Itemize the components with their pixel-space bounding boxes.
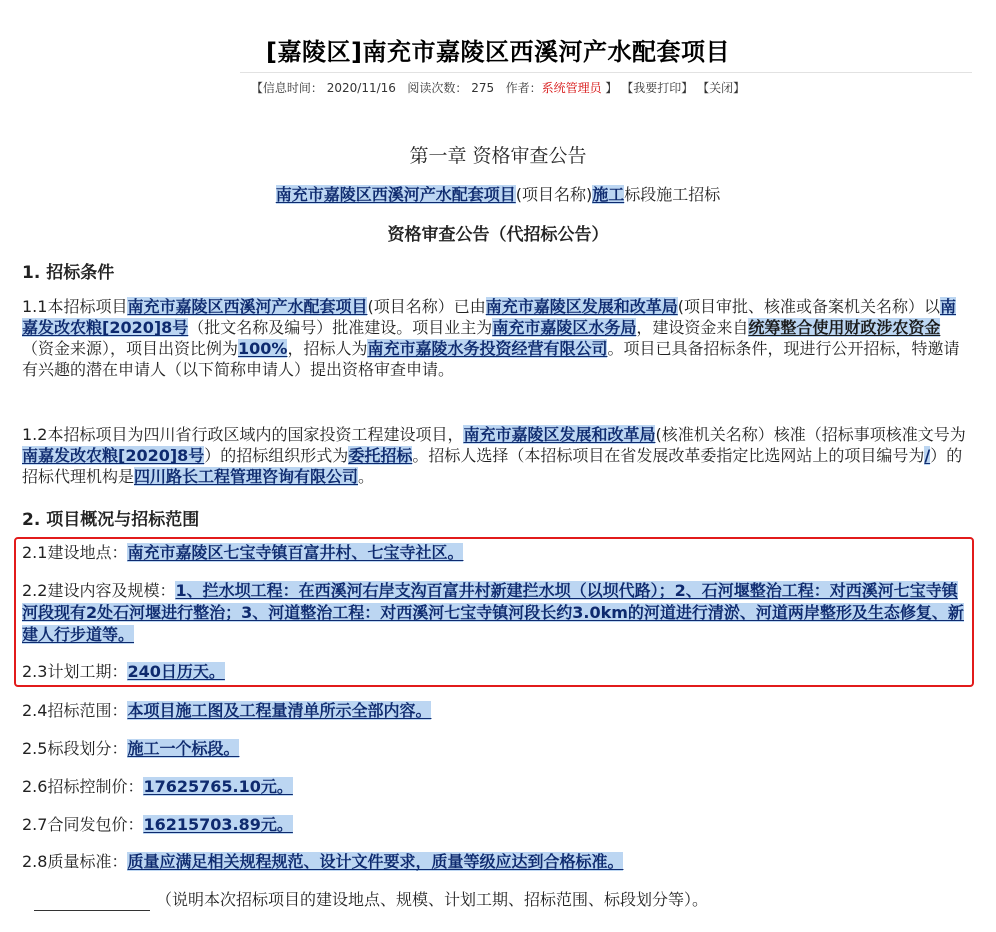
item-2-8 (22, 851, 968, 873)
project-name: 南充市嘉陵区西溪河产水配套项目 (127, 297, 368, 316)
item-label: 2.6招标控制价： (22, 777, 144, 796)
author-name: 系统管理员 (541, 81, 602, 95)
approval-doc-no: 南嘉发改农粮[2020]8号 (22, 446, 205, 465)
section-1-heading: 1. 招标条件 (22, 263, 115, 283)
item-value: 本项目施工图及工程量清单所示全部内容。 (127, 701, 432, 720)
subtitle-project-note: (项目名称) (515, 185, 593, 204)
footer-note (34, 889, 980, 911)
subtitle-project: 南充市嘉陵区西溪河产水配套项目 (275, 185, 516, 204)
item-label: 2.3计划工期： (22, 662, 128, 681)
section-1-1-paragraph (22, 296, 968, 380)
item-label: 2.4招标范围： (22, 701, 128, 720)
subtitle-suffix: 标段施工招标 (624, 185, 721, 204)
item-value: 质量应满足相关规程规范、设计文件要求，质量等级应达到合格标准。 (127, 852, 624, 871)
agent-name: 四川路长工程管理咨询有限公司 (134, 467, 359, 486)
meta-open-bracket: 【 (250, 81, 263, 95)
text: 。 (358, 467, 375, 486)
owner-name: 南充市嘉陵区水务局 (492, 318, 637, 337)
approver-name: 南充市嘉陵区发展和改革局 (463, 425, 656, 444)
project-code: / (924, 446, 931, 465)
text: (项目审批、核准或备案机关名称）以 (677, 297, 940, 316)
tenderer-name: 南充市嘉陵水务投资经营有限公司 (367, 339, 608, 358)
tender-form: 委托招标 (348, 446, 413, 465)
fund-source: 统筹整合使用财政涉农资金 (748, 318, 941, 337)
footer-note-text: （说明本次招标项目的建设地点、规模、计划工期、招标范围、标段划分等）。 (156, 890, 709, 909)
text: ）的招标组织形式为 (204, 446, 349, 465)
text: ，招标人为 (287, 339, 368, 358)
tender-subtitle (0, 182, 996, 205)
text: （资金来源），项目出资比例为 (22, 339, 239, 358)
item-2-6 (22, 776, 968, 798)
read-count: 275 (471, 81, 495, 95)
approver-name: 南充市嘉陵区发展和改革局 (485, 297, 678, 316)
section-1-2-paragraph (22, 424, 968, 487)
item-value: 240日历天。 (127, 662, 225, 681)
fund-ratio: 100% (238, 339, 288, 358)
item-value: 17625765.10元。 (143, 777, 293, 796)
text: 。招标人选择（本招标项目在省发展改革委指定比选网站上的项目编号为 (412, 446, 925, 465)
item-2-5 (22, 738, 968, 760)
item-label: 2.2建设内容及规模： (22, 581, 176, 600)
text: 1.1本招标项目 (22, 297, 128, 316)
page-title: [嘉陵区]南充市嘉陵区西溪河产水配套项目 (266, 38, 730, 66)
item-value: 施工一个标段。 (127, 739, 240, 758)
blank-underline (34, 894, 150, 911)
text: (核准机关名称）核准（招标事项核准文号为 (655, 425, 966, 444)
item-2-7 (22, 814, 968, 836)
text: ，建设资金来自 (636, 318, 749, 337)
item-label: 2.8质量标准： (22, 852, 128, 871)
meta-close-bracket: 】 (605, 81, 618, 95)
text: 。项目已具备招标条件，现进行公开招标，特邀请有兴趣的潜在申请人（以下简称申请人）提出资格审查申请。 (22, 339, 960, 379)
item-2-4 (22, 700, 968, 722)
info-time-label: 信息时间： (262, 81, 323, 95)
close-link[interactable]: 【关闭】 (697, 81, 746, 95)
text: ）的招标代理机构是 (22, 446, 963, 486)
info-time: 2020/11/16 (326, 81, 396, 95)
text: (项目名称）已由 (367, 297, 486, 316)
text: 1.2本招标项目为四川省行政区域内的国家投资工程建设项目， (22, 425, 464, 444)
item-label: 2.7合同发包价： (22, 815, 144, 834)
section-2-heading: 2. 项目概况与招标范围 (22, 510, 200, 530)
item-label: 2.5标段划分： (22, 739, 128, 758)
item-2-1 (22, 542, 968, 564)
title-divider (240, 72, 972, 73)
item-value: 南充市嘉陵区七宝寺镇百富井村、七宝寺社区。 (127, 543, 464, 562)
subtitle-section: 施工 (592, 185, 625, 204)
read-count-label: 阅读次数： (407, 81, 468, 95)
chapter-heading: 第一章 资格审查公告 (409, 145, 587, 167)
item-value: 16215703.89元。 (143, 815, 293, 834)
item-2-2 (22, 580, 968, 646)
text: （批文名称及编号）批准建设。项目业主为 (188, 318, 493, 337)
author-label: 作者： (505, 81, 542, 95)
item-2-3 (22, 661, 968, 683)
notice-title: 资格审查公告（代招标公告） (387, 225, 609, 245)
item-value: 1、拦水坝工程：在西溪河右岸支沟百富井村新建拦水坝（以坝代路）；2、石河堰整治工程：对西溪河七宝寺镇河段现有2处石河堰进行整治；3、河道整治工程：对西溪河七宝寺镇河段长约3.0km的河道进行清淤、河道两岸整形及生态修复、新建人行步道等。 (22, 581, 964, 644)
item-label: 2.1建设地点： (22, 543, 128, 562)
approval-doc-no: 南嘉发改农粮[2020]8号 (22, 297, 956, 337)
print-link[interactable]: 【我要打印】 (621, 81, 694, 95)
meta-bar (0, 79, 996, 96)
